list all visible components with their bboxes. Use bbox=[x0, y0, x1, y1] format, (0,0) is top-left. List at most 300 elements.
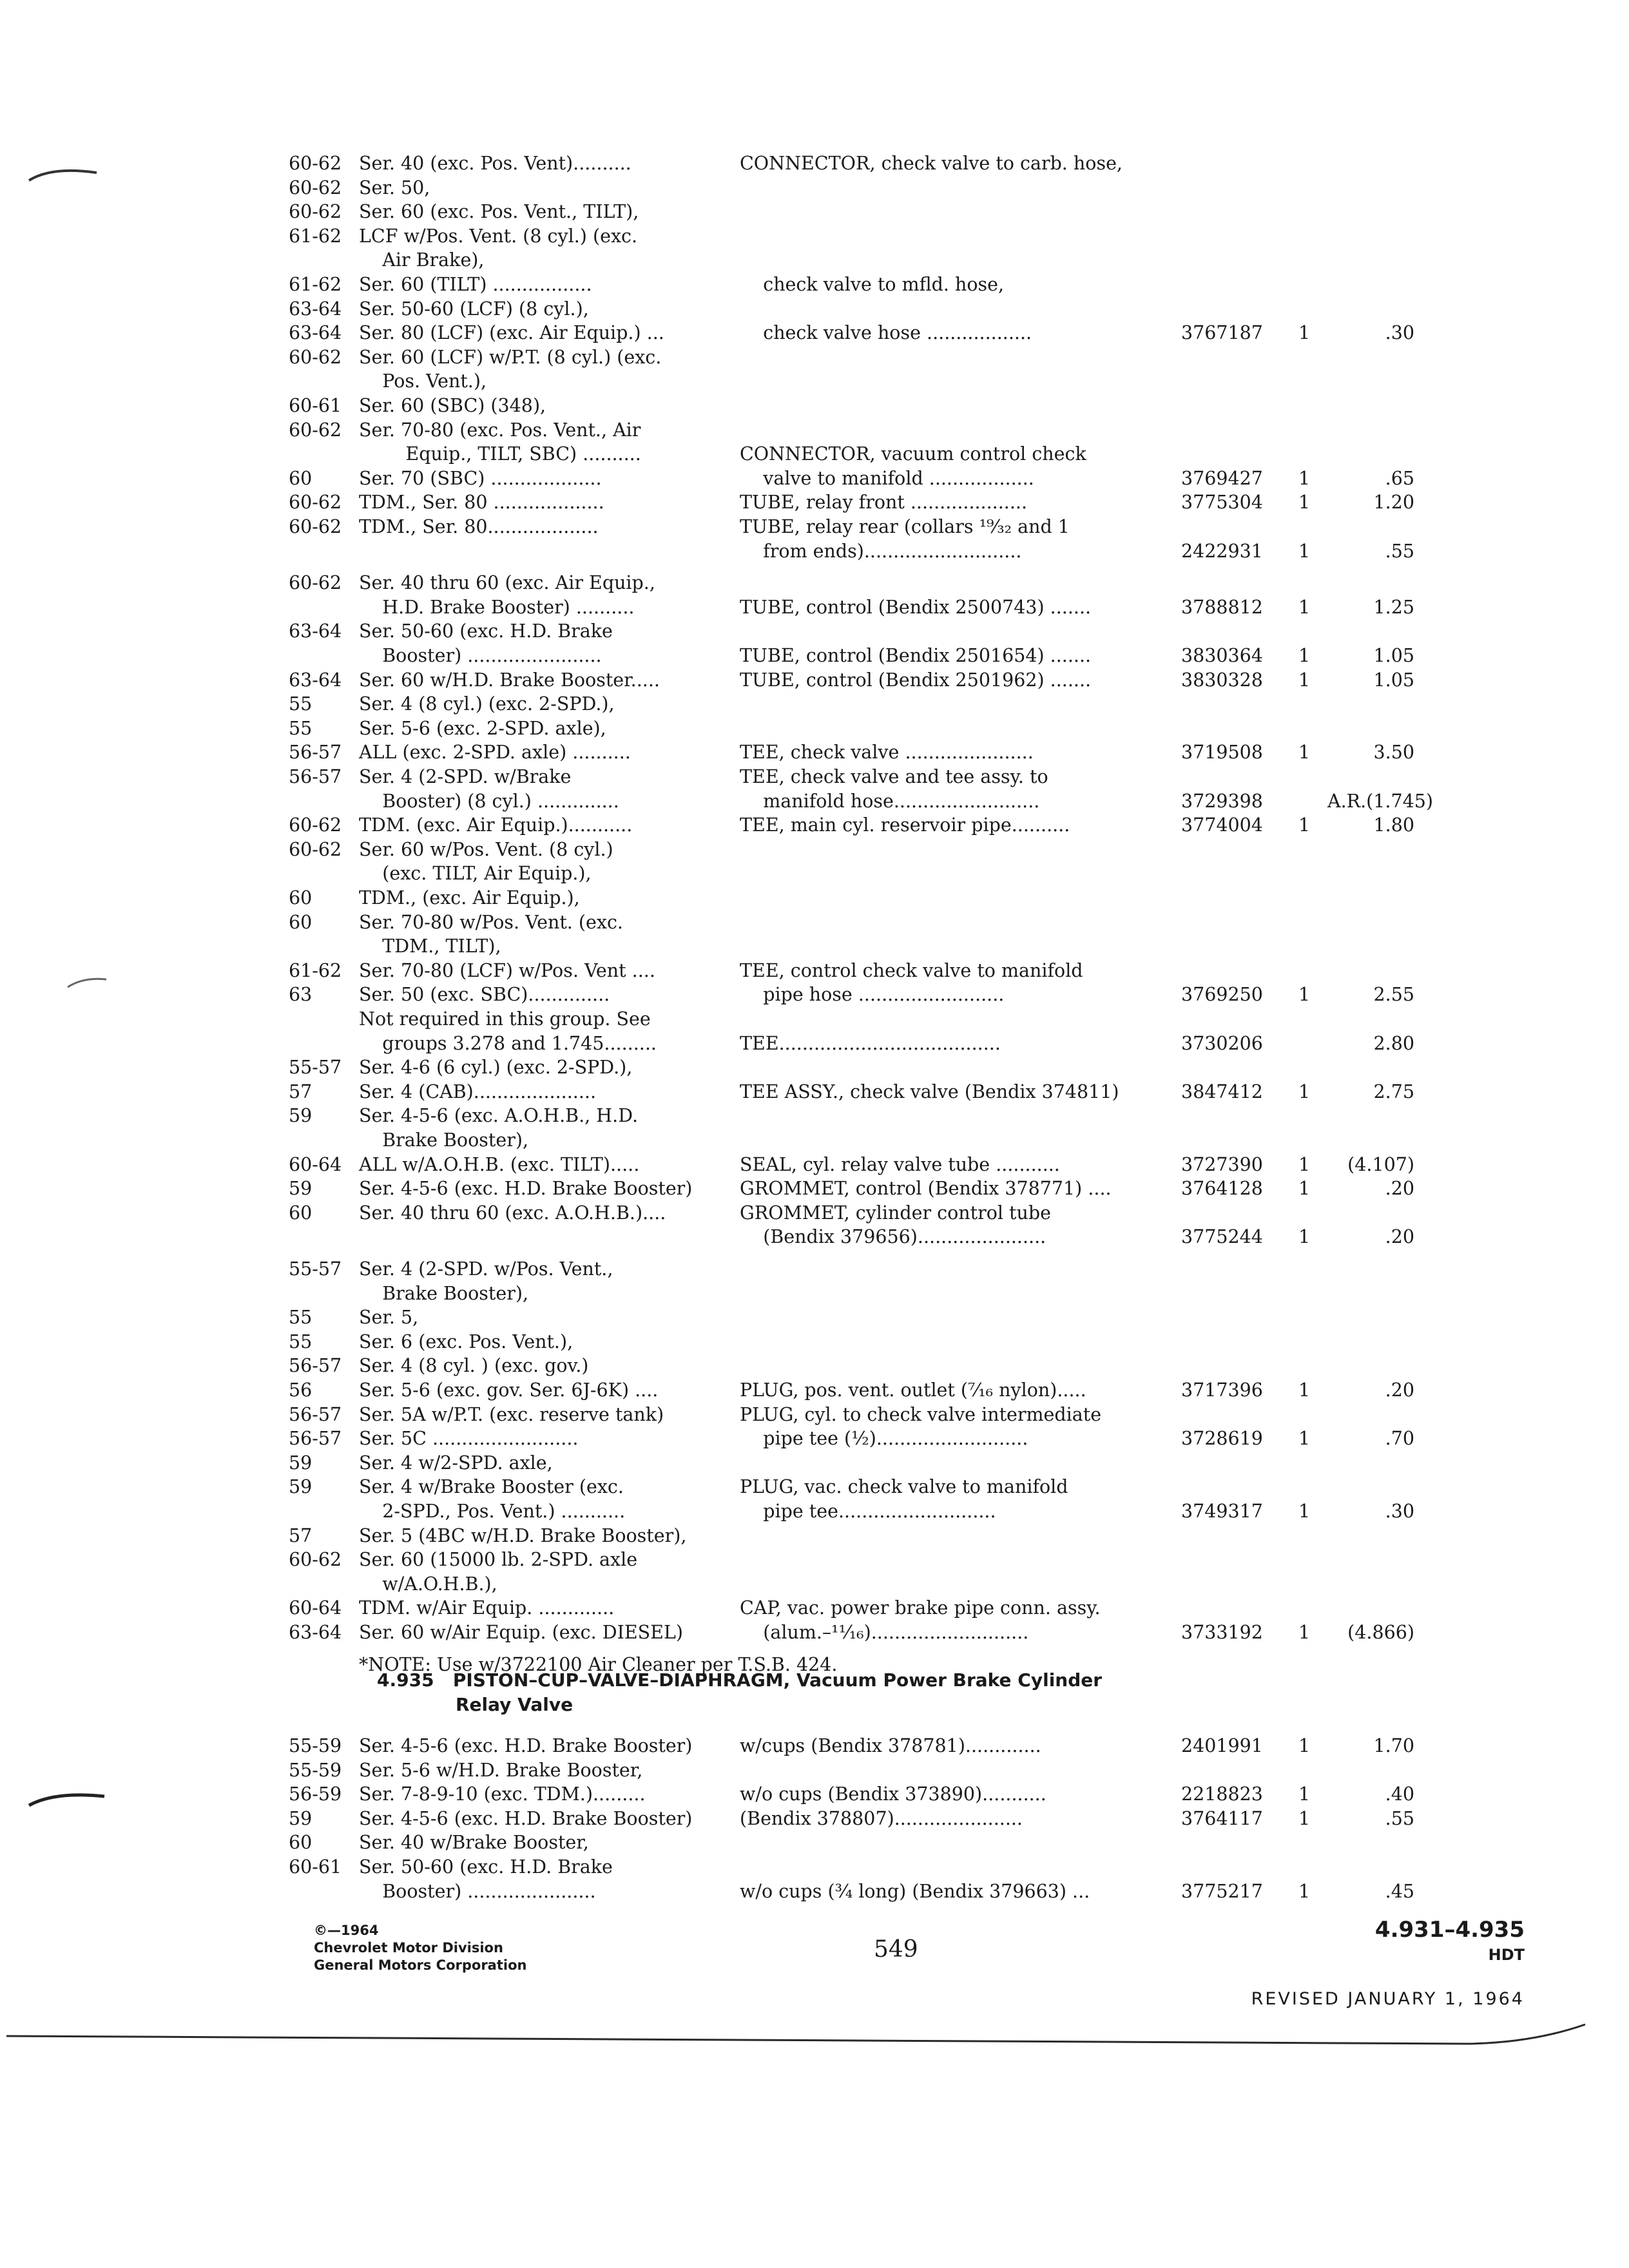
price-cell: 1.05 bbox=[1373, 645, 1414, 666]
table-row bbox=[0, 539, 1629, 564]
part-description-cell: PLUG, cyl. to check valve intermediate bbox=[740, 1403, 1102, 1425]
table-row bbox=[0, 764, 1629, 790]
model-year-cell: 60-61 bbox=[289, 395, 342, 416]
model-year-cell: 60-62 bbox=[289, 177, 342, 198]
table-row bbox=[0, 490, 1629, 515]
table-row bbox=[0, 1128, 1629, 1153]
application-cell: Brake Booster), bbox=[359, 1282, 528, 1304]
part-number-cell: 3774004 bbox=[1181, 814, 1263, 836]
price-cell: .55 bbox=[1385, 1807, 1414, 1829]
part-description-cell: (alum.–¹¹⁄₁₆)........................... bbox=[740, 1622, 1029, 1643]
table-row bbox=[0, 1450, 1629, 1476]
quantity-cell: 1 bbox=[1298, 645, 1311, 666]
quantity-cell: 1 bbox=[1298, 1501, 1311, 1522]
table-row bbox=[0, 296, 1629, 322]
price-cell: 3.50 bbox=[1373, 742, 1414, 764]
model-year-cell: 56 bbox=[289, 1379, 313, 1401]
table-row bbox=[0, 885, 1629, 911]
price-cell: .20 bbox=[1385, 1226, 1414, 1248]
quantity-cell: 1 bbox=[1298, 1379, 1311, 1401]
group-number: 4.935 bbox=[377, 1669, 434, 1691]
application-cell: Ser. 50-60 (exc. H.D. Brake bbox=[359, 1856, 613, 1878]
model-year-cell: 55 bbox=[289, 717, 313, 739]
price-cell: 1.80 bbox=[1373, 814, 1414, 836]
table-row bbox=[0, 175, 1629, 201]
quantity-cell: 1 bbox=[1298, 1807, 1311, 1829]
quantity-cell: 1 bbox=[1298, 814, 1311, 836]
application-cell: Ser. 60 (TILT) ................. bbox=[359, 274, 592, 295]
application-cell: Ser. 5-6 w/H.D. Brake Booster, bbox=[359, 1759, 643, 1781]
table-row bbox=[0, 812, 1629, 838]
table-row bbox=[0, 393, 1629, 419]
group-subtitle: Relay Valve bbox=[456, 1694, 574, 1715]
part-description-cell: TEE ASSY., check valve (Bendix 374811) bbox=[740, 1081, 1119, 1102]
application-cell: ALL w/A.O.H.B. (exc. TILT)..... bbox=[359, 1153, 640, 1175]
quantity-cell: 1 bbox=[1298, 1178, 1311, 1200]
model-year-cell: 60-62 bbox=[289, 838, 342, 860]
application-cell: Ser. 4 (8 cyl.) (exc. 2-SPD.), bbox=[359, 693, 615, 715]
application-cell: Ser. 50-60 (LCF) (8 cyl.), bbox=[359, 298, 589, 320]
part-description-cell: GROMMET, control (Bendix 378771) .... bbox=[740, 1178, 1112, 1200]
table-row bbox=[0, 1079, 1629, 1105]
model-year-cell: 60 bbox=[289, 1202, 313, 1224]
price-cell: .45 bbox=[1385, 1880, 1414, 1902]
punch-mark-top bbox=[26, 161, 103, 187]
price-cell: .70 bbox=[1385, 1428, 1414, 1450]
application-cell: Ser. 4-6 (6 cyl.) (exc. 2-SPD.), bbox=[359, 1057, 633, 1079]
application-cell: TDM., (exc. Air Equip.), bbox=[359, 887, 580, 908]
model-year-cell: 63-64 bbox=[289, 1622, 342, 1643]
application-cell: Ser. 60 w/Pos. Vent. (8 cyl.) bbox=[359, 838, 613, 860]
punch-mark-middle bbox=[64, 973, 110, 992]
price-cell: 2.55 bbox=[1373, 984, 1414, 1006]
table-row bbox=[0, 1571, 1629, 1597]
part-description-cell: w/o cups (Bendix 373890)........... bbox=[740, 1783, 1046, 1805]
part-number-cell: 3775304 bbox=[1181, 492, 1263, 514]
table-row bbox=[0, 1523, 1629, 1549]
application-cell: (exc. TILT, Air Equip.), bbox=[359, 863, 592, 885]
model-year-cell: 56-57 bbox=[289, 742, 342, 764]
price-cell: (4.866) bbox=[1347, 1622, 1414, 1643]
application-cell: Ser. 7-8-9-10 (exc. TDM.)......... bbox=[359, 1783, 646, 1805]
price-cell: .20 bbox=[1385, 1379, 1414, 1401]
table-row bbox=[0, 418, 1629, 443]
application-cell: groups 3.278 and 1.745......... bbox=[359, 1032, 657, 1054]
quantity-cell: 1 bbox=[1298, 742, 1311, 764]
part-description-cell: TUBE, control (Bendix 2501654) ....... bbox=[740, 645, 1092, 666]
group-heading bbox=[377, 1667, 1102, 1693]
part-description-cell: TEE, check valve ...................... bbox=[740, 742, 1034, 764]
part-description-cell: from ends)........................... bbox=[740, 540, 1022, 562]
application-cell: Ser. 4-5-6 (exc. H.D. Brake Booster) bbox=[359, 1807, 693, 1829]
part-number-cell: 3730206 bbox=[1181, 1032, 1263, 1054]
application-cell: Ser. 4 (8 cyl. ) (exc. gov.) bbox=[359, 1355, 589, 1377]
table-row bbox=[0, 1103, 1629, 1129]
quantity-cell: 1 bbox=[1298, 1081, 1311, 1102]
table-row bbox=[0, 861, 1629, 887]
model-year-cell: 60-61 bbox=[289, 1856, 342, 1878]
table-row bbox=[0, 320, 1629, 346]
part-number-cell: 2218823 bbox=[1181, 1783, 1263, 1805]
application-cell: Ser. 70-80 w/Pos. Vent. (exc. bbox=[359, 911, 623, 933]
quantity-cell: 1 bbox=[1298, 1880, 1311, 1902]
application-cell: Ser. 5 (4BC w/H.D. Brake Booster), bbox=[359, 1524, 687, 1546]
model-year-cell: 63-64 bbox=[289, 669, 342, 691]
table-row bbox=[0, 1402, 1629, 1428]
model-year-cell: 55-57 bbox=[289, 1057, 342, 1079]
quantity-cell: 1 bbox=[1298, 1428, 1311, 1450]
model-year-cell: 60-62 bbox=[289, 814, 342, 836]
model-year-cell: 56-57 bbox=[289, 1428, 342, 1450]
application-cell: Ser. 5-6 (exc. gov. Ser. 6J-6K) .... bbox=[359, 1379, 659, 1401]
application-cell: Ser. 4 w/2-SPD. axle, bbox=[359, 1452, 553, 1474]
application-cell: H.D. Brake Booster) .......... bbox=[359, 596, 635, 618]
table-row bbox=[0, 272, 1629, 298]
application-cell: Ser. 40 (exc. Pos. Vent).......... bbox=[359, 153, 631, 174]
part-number-cell: 3830328 bbox=[1181, 669, 1263, 691]
part-description-cell: SEAL, cyl. relay valve tube ........... bbox=[740, 1153, 1060, 1175]
model-year-cell: 63-64 bbox=[289, 620, 342, 642]
table-row bbox=[0, 1200, 1629, 1226]
application-cell: Ser. 60 (15000 lb. 2-SPD. axle bbox=[359, 1549, 638, 1571]
publisher-block bbox=[314, 1922, 526, 1974]
table-row bbox=[0, 1426, 1629, 1452]
model-year-cell: 63-64 bbox=[289, 298, 342, 320]
table-row bbox=[0, 466, 1629, 492]
table-row bbox=[0, 982, 1629, 1008]
table-row bbox=[0, 837, 1629, 863]
application-cell: TDM. w/Air Equip. ............. bbox=[359, 1597, 615, 1619]
table-row bbox=[0, 199, 1629, 225]
group-title: PISTON–CUP–VALVE–DIAPHRAGM, Vacuum Power Brake Cylinder bbox=[452, 1669, 1103, 1691]
table-row bbox=[0, 910, 1629, 936]
part-number-cell: 3727390 bbox=[1181, 1153, 1263, 1175]
quantity-cell: 1 bbox=[1298, 596, 1311, 618]
punch-mark-bottom bbox=[26, 1785, 110, 1811]
application-cell: Ser. 4 w/Brake Booster (exc. bbox=[359, 1476, 624, 1498]
price-cell: .40 bbox=[1385, 1783, 1414, 1805]
application-cell: Ser. 40 thru 60 (exc. Air Equip., bbox=[359, 572, 655, 594]
table-row bbox=[0, 668, 1629, 693]
part-description-cell: check valve to mfld. hose, bbox=[740, 274, 1005, 295]
part-number-cell: 3788812 bbox=[1181, 596, 1263, 618]
application-cell: Ser. 40 thru 60 (exc. A.O.H.B.).... bbox=[359, 1202, 666, 1224]
part-description-cell: TEE, check valve and tee assy. to bbox=[740, 766, 1048, 787]
table-row bbox=[0, 1176, 1629, 1202]
table-row bbox=[0, 1055, 1629, 1081]
part-number-cell: 3764128 bbox=[1181, 1178, 1263, 1200]
model-year-cell: 55-57 bbox=[289, 1258, 342, 1280]
application-cell: Ser. 70-80 (exc. Pos. Vent., Air bbox=[359, 419, 641, 441]
table-row bbox=[0, 151, 1629, 177]
model-year-cell: 57 bbox=[289, 1081, 313, 1102]
part-description-cell: CONNECTOR, check valve to carb. hose, bbox=[740, 153, 1123, 174]
model-year-cell: 61-62 bbox=[289, 225, 342, 247]
application-cell: Ser. 4-5-6 (exc. H.D. Brake Booster) bbox=[359, 1735, 693, 1756]
application-cell: Ser. 60 (LCF) w/P.T. (8 cyl.) (exc. bbox=[359, 346, 662, 368]
price-cell: 2.75 bbox=[1373, 1081, 1414, 1102]
model-year-cell: 61-62 bbox=[289, 274, 342, 295]
application-cell: Equip., TILT, SBC) .......... bbox=[359, 443, 641, 465]
table-row bbox=[0, 369, 1629, 394]
model-year-cell: 57 bbox=[289, 1524, 313, 1546]
application-cell: Ser. 60 w/H.D. Brake Booster..... bbox=[359, 669, 660, 691]
copyright-line: ©—1964 bbox=[314, 1923, 379, 1938]
table-row bbox=[0, 958, 1629, 984]
part-number-cell: 3719508 bbox=[1181, 742, 1263, 764]
part-number-cell: 3847412 bbox=[1181, 1081, 1263, 1102]
part-number-cell: 2401991 bbox=[1181, 1735, 1263, 1756]
part-number-cell: 3775244 bbox=[1181, 1226, 1263, 1248]
corporation-line: General Motors Corporation bbox=[314, 1957, 527, 1973]
part-description-cell: TEE...................................... bbox=[740, 1032, 1001, 1054]
part-description-cell: pipe hose ......................... bbox=[740, 984, 1005, 1006]
application-cell: LCF w/Pos. Vent. (8 cyl.) (exc. bbox=[359, 225, 638, 247]
application-cell: Ser. 6 (exc. Pos. Vent.), bbox=[359, 1331, 574, 1352]
application-cell: Brake Booster), bbox=[359, 1129, 528, 1151]
table-row bbox=[0, 740, 1629, 765]
table-row bbox=[0, 1152, 1629, 1178]
model-year-cell: 59 bbox=[289, 1105, 313, 1127]
model-year-cell: 56-57 bbox=[289, 1355, 342, 1377]
table-row bbox=[0, 441, 1629, 467]
price-cell: 1.25 bbox=[1373, 596, 1414, 618]
model-year-cell: 55 bbox=[289, 693, 313, 715]
quantity-cell: 1 bbox=[1298, 1783, 1311, 1805]
table-row bbox=[0, 1224, 1629, 1250]
table-row bbox=[0, 789, 1629, 814]
part-description-cell: pipe tee (½).......................... bbox=[740, 1428, 1028, 1450]
model-year-cell: 56-57 bbox=[289, 1403, 342, 1425]
price-cell: 1.20 bbox=[1373, 492, 1414, 514]
table-row bbox=[0, 1806, 1629, 1832]
table-row bbox=[0, 1031, 1629, 1057]
quantity-cell: 1 bbox=[1298, 492, 1311, 514]
model-year-cell: 60-64 bbox=[289, 1153, 342, 1175]
table-row bbox=[0, 1854, 1629, 1880]
application-cell: TDM. (exc. Air Equip.)........... bbox=[359, 814, 633, 836]
quantity-cell: 1 bbox=[1298, 1153, 1311, 1175]
part-description-cell: valve to manifold .................. bbox=[740, 467, 1034, 489]
part-description-cell: TEE, control check valve to manifold bbox=[740, 959, 1083, 981]
model-year-cell: 55 bbox=[289, 1307, 313, 1329]
part-number-cell: 3830364 bbox=[1181, 645, 1263, 666]
table-row bbox=[0, 1879, 1629, 1905]
page-edge-line bbox=[0, 2017, 1629, 2068]
model-year-cell: 60-62 bbox=[289, 516, 342, 537]
price-cell: .65 bbox=[1385, 467, 1414, 489]
table-row bbox=[0, 1830, 1629, 1856]
application-cell: Not required in this group. See bbox=[359, 1008, 651, 1030]
application-cell: Ser. 4 (CAB)..................... bbox=[359, 1081, 597, 1102]
table-row bbox=[0, 1782, 1629, 1807]
application-cell: Booster) (8 cyl.) .............. bbox=[359, 790, 619, 812]
application-cell: Ser. 4-5-6 (exc. H.D. Brake Booster) bbox=[359, 1178, 693, 1200]
application-cell: w/A.O.H.B.), bbox=[359, 1573, 497, 1595]
revision-date: REVISED JANUARY 1, 1964 bbox=[1251, 1989, 1525, 2009]
model-year-cell: 60-62 bbox=[289, 572, 342, 594]
table-row bbox=[0, 570, 1629, 596]
part-description-cell: TUBE, relay rear (collars ¹⁹⁄₃₂ and 1 bbox=[740, 516, 1070, 537]
table-row bbox=[0, 1499, 1629, 1524]
model-year-cell: 60 bbox=[289, 467, 313, 489]
model-year-cell: 60-62 bbox=[289, 201, 342, 223]
model-year-cell: 55-59 bbox=[289, 1759, 342, 1781]
model-year-cell: 60 bbox=[289, 911, 313, 933]
part-number-cell: 2422931 bbox=[1181, 540, 1263, 562]
table-row bbox=[0, 514, 1629, 540]
model-year-cell: 55-59 bbox=[289, 1735, 342, 1756]
part-description-cell: pipe tee........................... bbox=[740, 1501, 996, 1522]
table-row bbox=[0, 934, 1629, 959]
part-number-cell: 3775217 bbox=[1181, 1880, 1263, 1902]
model-year-cell: 60-62 bbox=[289, 346, 342, 368]
quantity-cell: 1 bbox=[1298, 1735, 1311, 1756]
model-year-cell: 56-59 bbox=[289, 1783, 342, 1805]
part-number-cell: 3769250 bbox=[1181, 984, 1263, 1006]
quantity-cell: 1 bbox=[1298, 322, 1311, 344]
application-cell: Ser. 40 w/Brake Booster, bbox=[359, 1832, 589, 1854]
application-cell: ALL (exc. 2-SPD. axle) .......... bbox=[359, 742, 631, 764]
table-row bbox=[0, 1547, 1629, 1573]
application-cell: Ser. 80 (LCF) (exc. Air Equip.) ... bbox=[359, 322, 664, 344]
model-year-cell: 59 bbox=[289, 1807, 313, 1829]
table-row bbox=[0, 1758, 1629, 1783]
application-cell: 2-SPD., Pos. Vent.) ........... bbox=[359, 1501, 626, 1522]
part-number-cell: 3764117 bbox=[1181, 1807, 1263, 1829]
part-number-cell: 3717396 bbox=[1181, 1379, 1263, 1401]
model-year-cell: 60-62 bbox=[289, 419, 342, 441]
price-cell: (4.107) bbox=[1347, 1153, 1414, 1175]
application-cell: Ser. 4-5-6 (exc. A.O.H.B., H.D. bbox=[359, 1105, 639, 1127]
part-description-cell: CAP, vac. power brake pipe conn. assy. bbox=[740, 1597, 1101, 1619]
model-year-cell: 63-64 bbox=[289, 322, 342, 344]
application-cell: Ser. 70 (SBC) ................... bbox=[359, 467, 602, 489]
part-description-cell: w/cups (Bendix 378781)............. bbox=[740, 1735, 1041, 1756]
table-row bbox=[0, 247, 1629, 273]
application-cell: Ser. 5A w/P.T. (exc. reserve tank) bbox=[359, 1403, 664, 1425]
application-cell: Ser. 5C ......................... bbox=[359, 1428, 579, 1450]
part-number-cell: 3733192 bbox=[1181, 1622, 1263, 1643]
table-row bbox=[0, 1329, 1629, 1355]
application-cell: Ser. 50 (exc. SBC).............. bbox=[359, 984, 610, 1006]
quantity-cell: 1 bbox=[1298, 1226, 1311, 1248]
part-description-cell: (Bendix 379656)...................... bbox=[740, 1226, 1046, 1248]
table-row bbox=[0, 1620, 1629, 1646]
application-cell: Air Brake), bbox=[359, 249, 485, 271]
application-cell: TDM., Ser. 80 ................... bbox=[359, 492, 604, 514]
application-cell: TDM., Ser. 80................... bbox=[359, 516, 599, 537]
part-description-cell: check valve hose .................. bbox=[740, 322, 1032, 344]
quantity-cell: 1 bbox=[1298, 467, 1311, 489]
quantity-cell: 1 bbox=[1298, 1622, 1311, 1643]
part-description-cell: CONNECTOR, vacuum control check bbox=[740, 443, 1086, 465]
part-description-cell: (Bendix 378807)...................... bbox=[740, 1807, 1023, 1829]
model-year-cell: 60-64 bbox=[289, 1597, 342, 1619]
part-description-cell: TUBE, relay front .................... bbox=[740, 492, 1028, 514]
application-cell: Ser. 50-60 (exc. H.D. Brake bbox=[359, 620, 613, 642]
price-cell: .30 bbox=[1385, 322, 1414, 344]
quantity-cell: 1 bbox=[1298, 540, 1311, 562]
model-year-cell: 55 bbox=[289, 1331, 313, 1352]
application-cell: Ser. 4 (2-SPD. w/Brake bbox=[359, 766, 572, 787]
price-cell: 1.05 bbox=[1373, 669, 1414, 691]
model-year-cell: 60-62 bbox=[289, 492, 342, 514]
model-year-cell: 59 bbox=[289, 1476, 313, 1498]
part-description-cell: GROMMET, cylinder control tube bbox=[740, 1202, 1051, 1224]
table-row bbox=[0, 1595, 1629, 1621]
table-row bbox=[0, 345, 1629, 370]
application-cell: Ser. 60 (SBC) (348), bbox=[359, 395, 546, 416]
model-year-cell: 60-62 bbox=[289, 1549, 342, 1571]
model-year-cell: 60-62 bbox=[289, 153, 342, 174]
part-description-cell: w/o cups (¾ long) (Bendix 379663) ... bbox=[740, 1880, 1090, 1902]
model-year-cell: 60 bbox=[289, 887, 313, 908]
series-code: HDT bbox=[1488, 1946, 1525, 1964]
price-cell: .30 bbox=[1385, 1501, 1414, 1522]
model-year-cell: 59 bbox=[289, 1178, 313, 1200]
application-cell: Ser. 70-80 (LCF) w/Pos. Vent .... bbox=[359, 959, 655, 981]
part-number-cell: 3769427 bbox=[1181, 467, 1263, 489]
application-cell: Ser. 60 w/Air Equip. (exc. DIESEL) bbox=[359, 1622, 684, 1643]
price-cell: .20 bbox=[1385, 1178, 1414, 1200]
application-cell: Ser. 5, bbox=[359, 1307, 419, 1329]
application-cell: Ser. 50, bbox=[359, 177, 430, 198]
table-row bbox=[0, 643, 1629, 669]
part-description-cell: PLUG, vac. check valve to manifold bbox=[740, 1476, 1068, 1498]
application-cell: Ser. 4 (2-SPD. w/Pos. Vent., bbox=[359, 1258, 613, 1280]
table-row bbox=[0, 716, 1629, 742]
part-description-cell: TUBE, control (Bendix 2500743) ....... bbox=[740, 596, 1092, 618]
part-description-cell: TEE, main cyl. reservoir pipe.......... bbox=[740, 814, 1070, 836]
table-row bbox=[0, 595, 1629, 620]
application-cell: *NOTE: Use w/3722100 Air Cleaner per T.S.B. 424. bbox=[359, 1653, 838, 1675]
price-cell: .55 bbox=[1385, 540, 1414, 562]
table-row bbox=[0, 1006, 1629, 1032]
part-number-cell: 3729398 bbox=[1181, 790, 1263, 812]
part-number-cell: 3749317 bbox=[1181, 1501, 1263, 1522]
quantity-cell: 1 bbox=[1298, 669, 1311, 691]
part-description-cell: TUBE, control (Bendix 2501962) ....... bbox=[740, 669, 1092, 691]
application-cell: Ser. 60 (exc. Pos. Vent., TILT), bbox=[359, 201, 639, 223]
table-row bbox=[0, 1733, 1629, 1759]
part-number-cell: 3767187 bbox=[1181, 322, 1263, 344]
division-line: Chevrolet Motor Division bbox=[314, 1940, 503, 1956]
model-year-cell: 60 bbox=[289, 1832, 313, 1854]
application-cell: Ser. 5-6 (exc. 2-SPD. axle), bbox=[359, 717, 606, 739]
model-year-cell: 61-62 bbox=[289, 959, 342, 981]
section-number: 4.931–4.935 bbox=[1374, 1917, 1525, 1943]
application-cell: TDM., TILT), bbox=[359, 936, 501, 957]
quantity-cell: 1 bbox=[1298, 984, 1311, 1006]
page-number: 549 bbox=[874, 1936, 918, 1963]
application-cell: Pos. Vent.), bbox=[359, 370, 487, 392]
table-row bbox=[0, 619, 1629, 644]
part-description-cell: PLUG, pos. vent. outlet (⁷⁄₁₆ nylon)..... bbox=[740, 1379, 1086, 1401]
model-year-cell: 63 bbox=[289, 984, 313, 1006]
model-year-cell: 59 bbox=[289, 1452, 313, 1474]
price-cell: 1.70 bbox=[1373, 1735, 1414, 1756]
table-row bbox=[0, 224, 1629, 249]
table-row bbox=[0, 1281, 1629, 1307]
table-row bbox=[0, 1474, 1629, 1500]
application-cell: Booster) ...................... bbox=[359, 1880, 596, 1902]
part-number-cell: 3728619 bbox=[1181, 1428, 1263, 1450]
price-cell: A.R.(1.745) bbox=[1327, 790, 1433, 812]
model-year-cell: 56-57 bbox=[289, 766, 342, 787]
table-row bbox=[0, 1378, 1629, 1403]
price-cell: 2.80 bbox=[1373, 1032, 1414, 1054]
